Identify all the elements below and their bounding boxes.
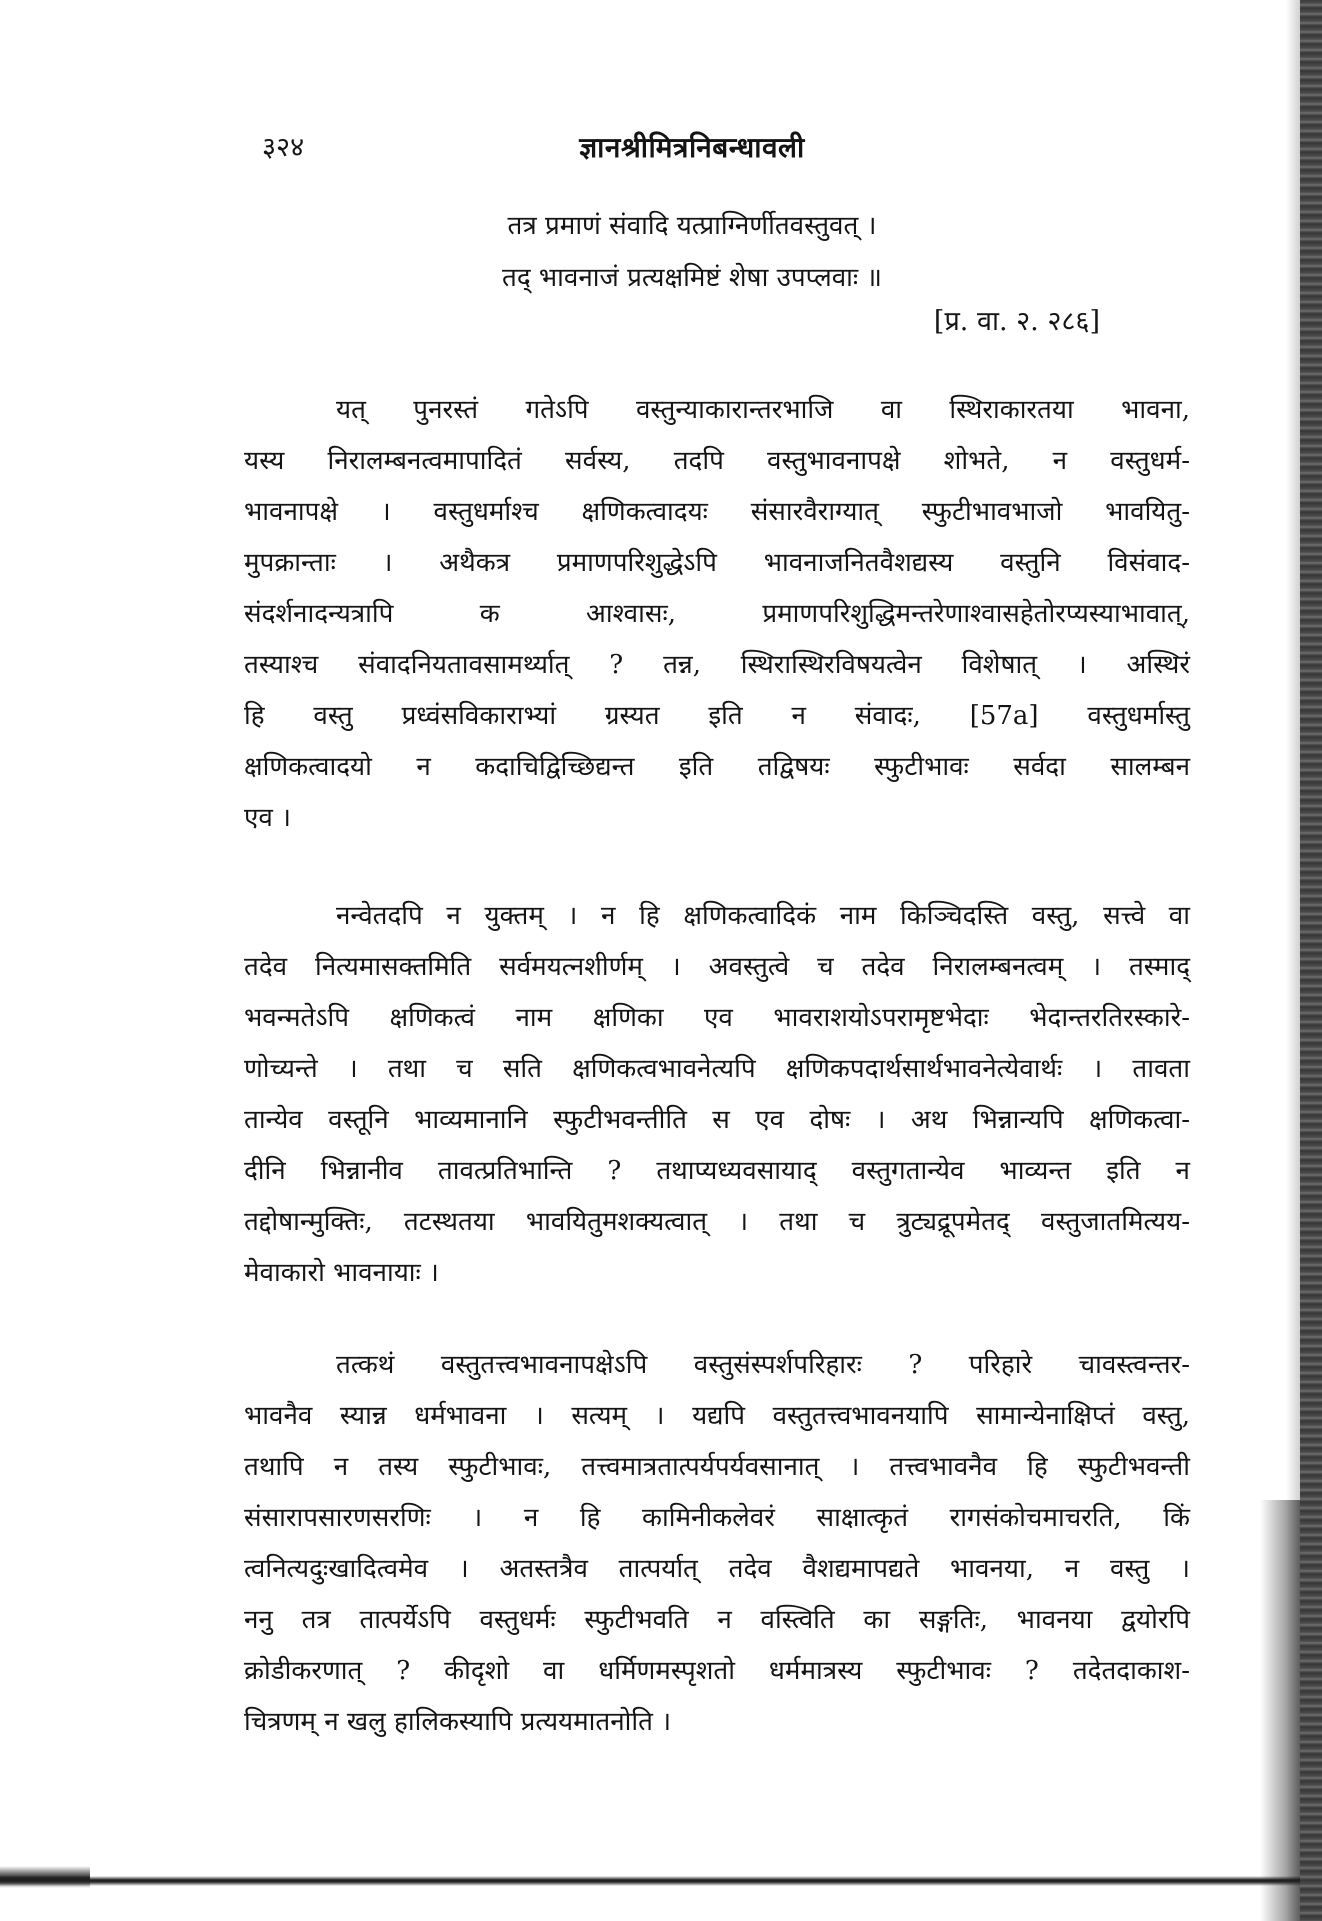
scan-corner-shadow — [1260, 1500, 1300, 1921]
text-line: मेवाकारो भावनायाः । — [244, 1258, 439, 1288]
paragraph — [244, 1340, 1190, 1748]
text-line: चित्रणम् न खलु हालिकस्यापि प्रत्ययमातनोति । — [244, 1707, 672, 1737]
page-number: ३२४ — [262, 132, 305, 163]
text-line: क्षणिकत्वादयो न कदाचिद्विच्छिद्यन्त इति तद्विषयः स्फुटीभावः सर्वदा सालम्बन — [244, 752, 1190, 782]
text-line: एव । — [244, 803, 291, 833]
paragraph — [244, 385, 1190, 844]
verse-reference: [प्र. वा. २. २८६] — [933, 306, 1100, 337]
paragraph — [244, 891, 1190, 1299]
text-line: तस्याश्च संवादनियतावसामर्थ्यात् ? तन्न, स्थिरास्थिरविषयत्वेन विशेषात् । अस्थिरं — [244, 650, 1190, 680]
text-line: तान्येव वस्तूनि भाव्यमानानि स्फुटीभवन्तीति स एव दोषः । अथ भिन्नान्यपि क्षणिकत्वा- — [244, 1105, 1190, 1135]
text-line: णोच्यन्ते । तथा च सति क्षणिकत्वभावनेत्यपि क्षणिकपदार्थसार्थभावनेत्येवार्थः । तावता — [244, 1054, 1190, 1084]
verse-line: तद् भावनाजं प्रत्यक्षमिष्टं शेषा उपप्लवाः ॥ — [502, 263, 882, 293]
verse-block — [262, 200, 1122, 304]
text-line: मुपक्रान्ताः । अथैकत्र प्रमाणपरिशुद्धेऽपि भावनाजनितवैशद्यस्य वस्तुनि विसंवाद- — [244, 548, 1190, 578]
text-line: क्रोडीकरणात् ? कीदृशो वा धर्मिणमस्पृशतो धर्ममात्रस्य स्फुटीभावः ? तदेतदाकाश- — [244, 1656, 1190, 1686]
text-line: तत्कथं वस्तुतत्त्वभावनापक्षेऽपि वस्तुसंस्पर्शपरिहारः ? परिहारे चावस्त्वन्तर- — [336, 1350, 1190, 1380]
text-line: दीनि भिन्नानीव तावत्प्रतिभान्ति ? तथाप्यध्यवसायाद् वस्तुगतान्येव भाव्यन्त इति न — [244, 1156, 1190, 1186]
text-line: तदेव नित्यमासक्तमिति सर्वमयत्नशीर्णम् । अवस्तुत्वे च तदेव निरालम्बनत्वम् । तस्माद् — [244, 952, 1190, 982]
running-title: ज्ञानश्रीमित्रनिबन्धावली — [579, 131, 805, 164]
scan-bottom-line — [0, 1876, 1300, 1886]
text-line: यत् पुनरस्तं गतेऽपि वस्तुन्याकारान्तरभाजि वा स्थिराकारतया भावना, — [336, 395, 1190, 425]
verse-line: तत्र प्रमाणं संवादि यत्प्राग्निर्णीतवस्तुवत् । — [507, 211, 877, 241]
text-line: संदर्शनादन्यत्रापि क आश्वासः, प्रमाणपरिशुद्धिमन्तरेणाश्वासहेतोरप्यस्याभावात्, — [244, 599, 1190, 629]
scan-binding-shadow — [1300, 0, 1322, 1921]
text-line: नन्वेतदपि न युक्तम् । न हि क्षणिकत्वादिकं नाम किञ्चिदस्ति वस्तु, सत्त्वे वा — [336, 901, 1190, 931]
text-line: तथापि न तस्य स्फुटीभावः, तत्त्वमात्रतात्पर्यपर्यवसानात् । तत्त्वभावनैव हि स्फुटीभवन्ती — [244, 1452, 1190, 1482]
text-line: भावनापक्षे । वस्तुधर्माश्च क्षणिकत्वादयः संसारवैराग्यात् स्फुटीभावभाजो भावयितु- — [244, 497, 1190, 527]
text-line: संसारापसारणसरणिः । न हि कामिनीकलेवरं साक्षात्कृतं रागसंकोचमाचरति, किं — [244, 1503, 1190, 1533]
text-line: ननु तत्र तात्पर्येऽपि वस्तुधर्मः स्फुटीभवति न वस्त्विति का सङ्गतिः, भावनया द्वयोरपि — [244, 1605, 1190, 1635]
text-line: यस्य निरालम्बनत्वमापादितं सर्वस्य, तदपि वस्तुभावनापक्षे शोभते, न वस्तुधर्म- — [244, 446, 1190, 476]
text-line: हि वस्तु प्रध्वंसविकाराभ्यां ग्रस्यत इति न संवादः, [57a] वस्तुधर्मास्तु — [244, 701, 1190, 731]
page-header — [262, 128, 1122, 168]
text-line: भवन्मतेऽपि क्षणिकत्वं नाम क्षणिका एव भावराशयोऽपरामृष्टभेदाः भेदान्तरतिरस्कारे- — [244, 1003, 1190, 1033]
text-line: तद्दोषान्मुक्तिः, तटस्थतया भावयितुमशक्यत्वात् । तथा च त्रुट्यद्रूपमेतद् वस्तुजातमित्यय- — [244, 1207, 1190, 1237]
text-line: भावनैव स्यान्न धर्मभावना । सत्यम् । यद्यपि वस्तुतत्त्वभावनयापि सामान्येनाक्षिप्तं वस्तु, — [244, 1401, 1190, 1431]
text-line: त्वनित्यदुःखादित्वमेव । अतस्तत्रैव तात्पर्यात् तदेव वैशद्यमापद्यते भावनया, न वस्तु । — [244, 1554, 1190, 1584]
